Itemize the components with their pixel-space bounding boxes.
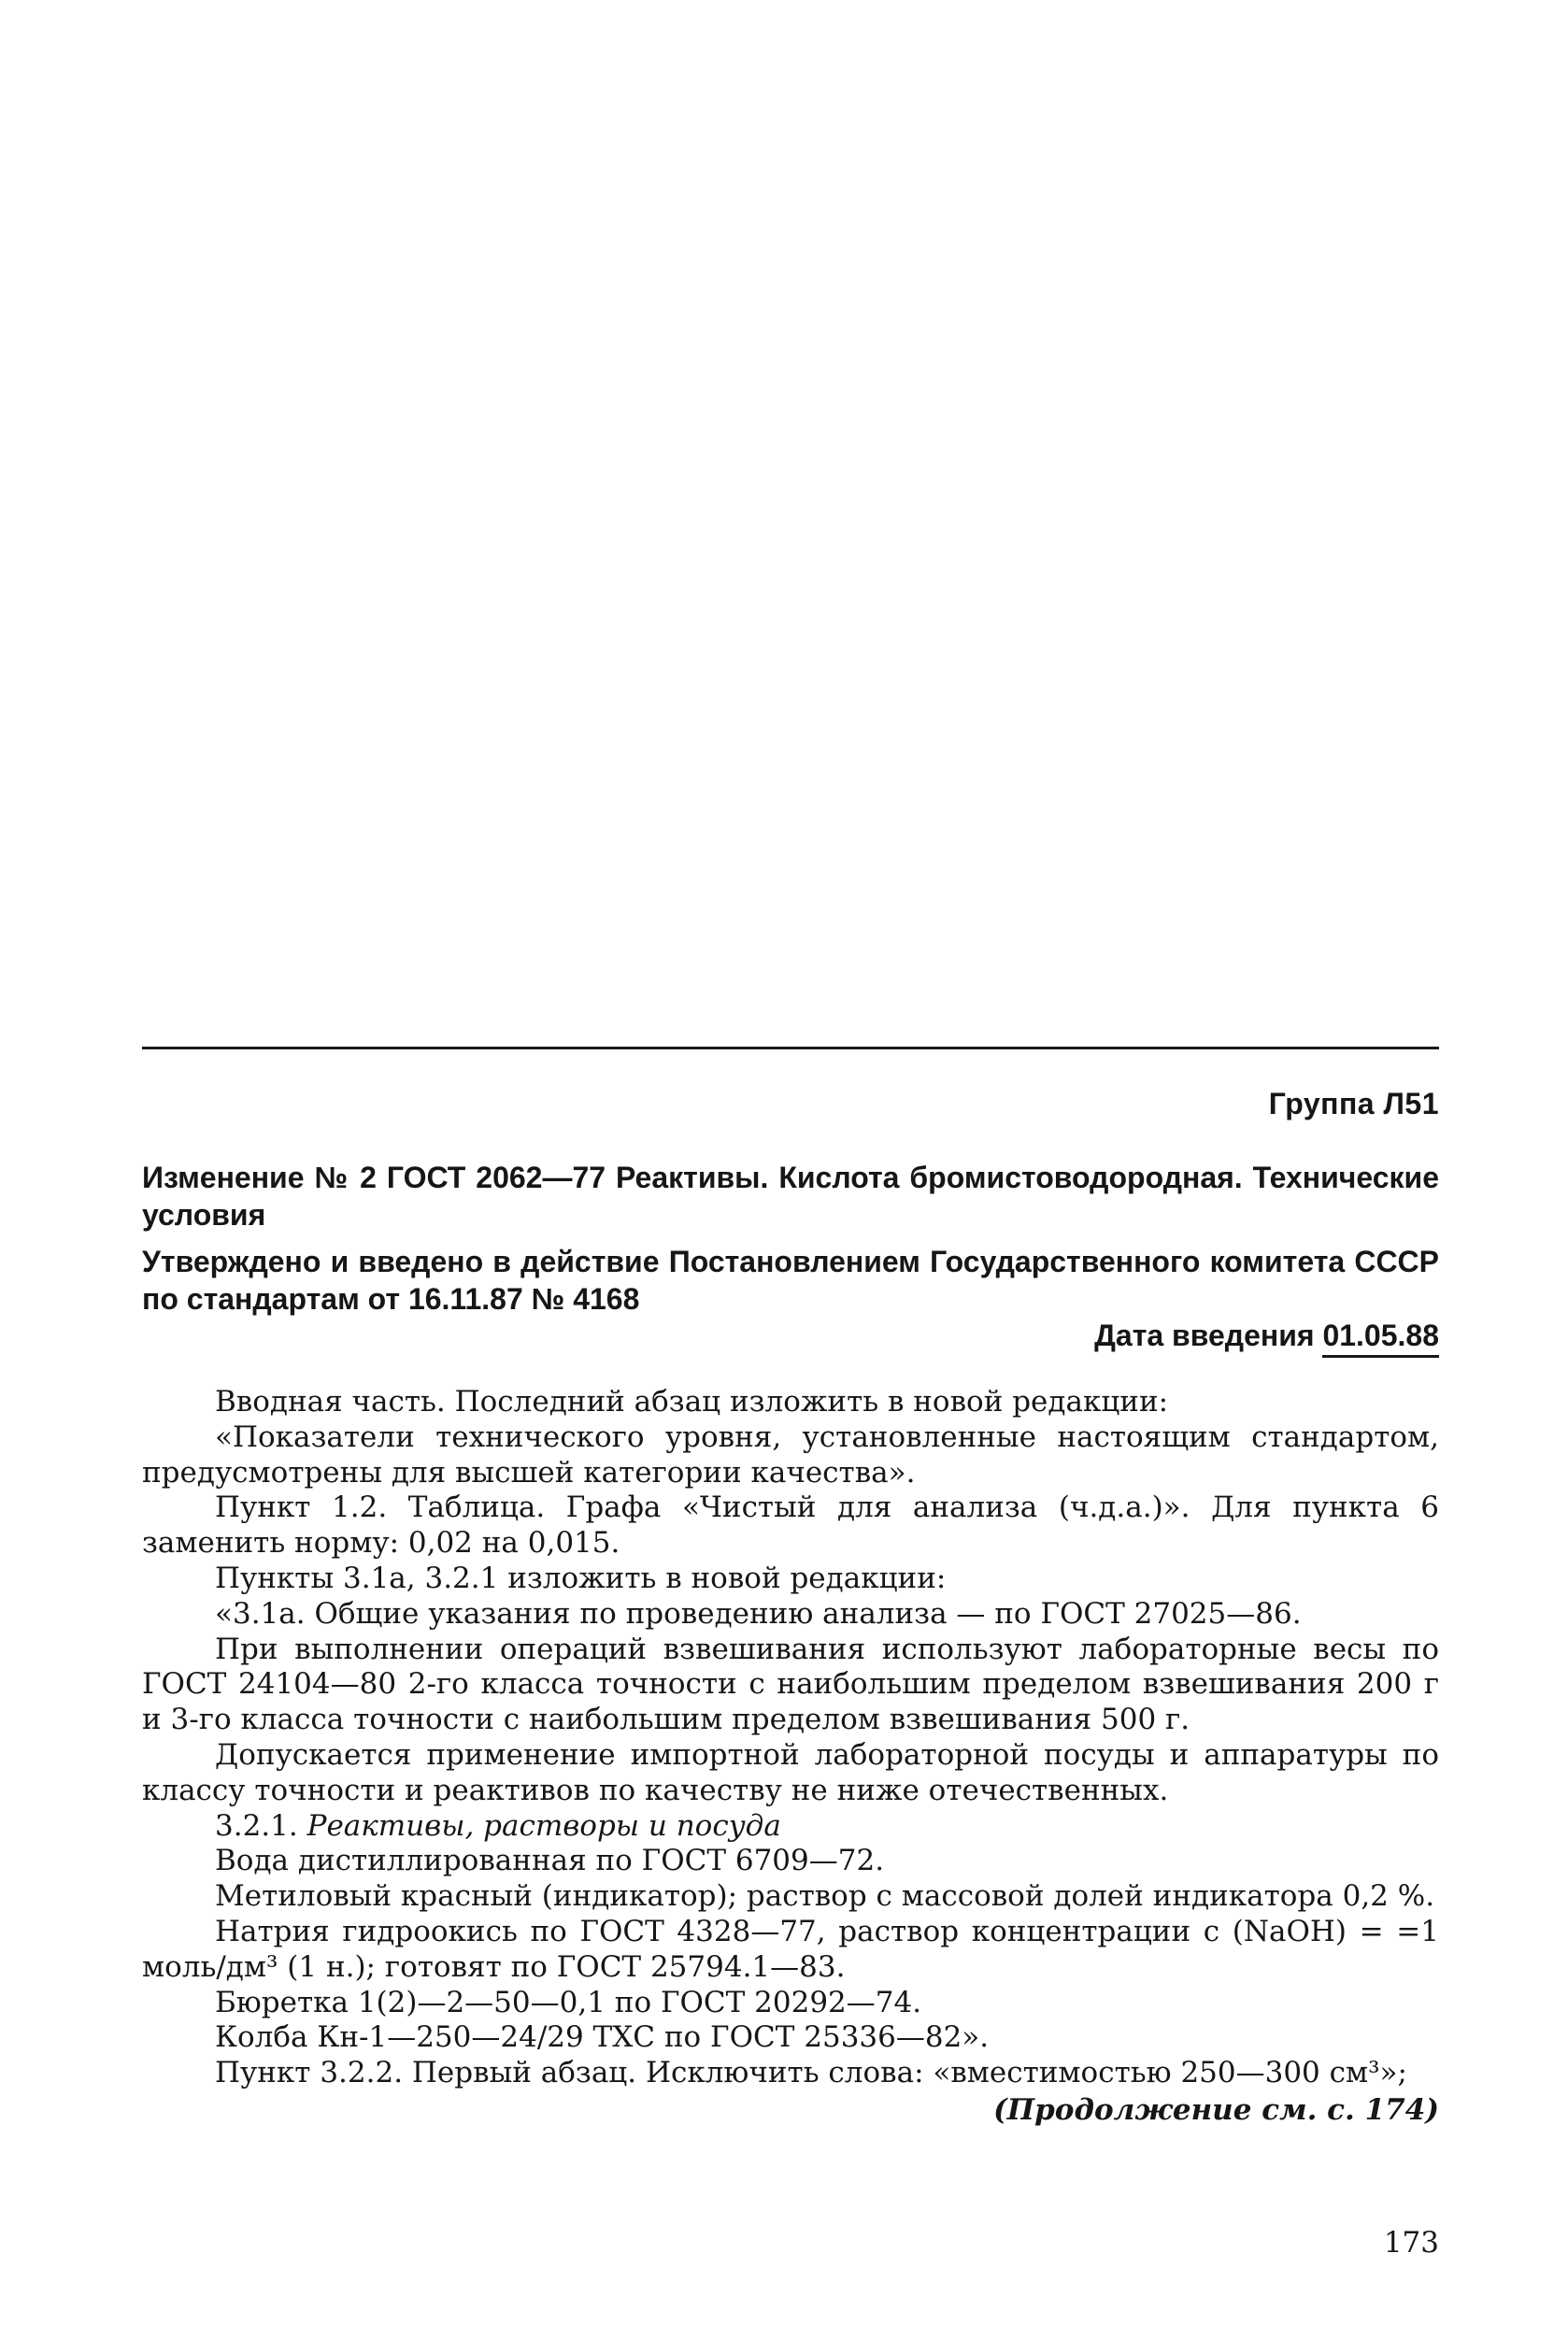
section-number: 3.2.1.	[215, 1808, 298, 1843]
reagent-line: Колба Кн-1—250—24/29 ТХС по ГОСТ 25336—82».	[215, 2020, 990, 2055]
paragraph: При выполнении операций взвешивания используют лабораторные весы по ГОСТ 24104—80 2-го класса точности с наибольшим пределом взвешивания 200 г и 3-го класса точности с наибольшим пределом взвешивания 500 г.	[142, 1632, 1439, 1737]
paragraph: Допускается применение импортной лабораторной посуды и аппаратуры по классу точности и реактивов по качеству не ниже отечественных.	[142, 1737, 1439, 1807]
reagent-line: Метиловый красный (индикатор); раствор с массовой долей индикатора 0,2 %.	[215, 1879, 1435, 1914]
section-title: Реактивы, растворы и посуда	[306, 1808, 781, 1843]
change-heading	[142, 1159, 1439, 1234]
approval-text: Утверждено и введено в действие Постановлением Государственного комитета СССР по стандартам от 16.11.87 № 4168	[142, 1245, 1439, 1316]
paragraph: «3.1а. Общие указания по проведению анализа — по ГОСТ 27025—86.	[215, 1596, 1302, 1631]
page-number: 173	[1383, 2226, 1439, 2260]
paragraph: Пункты 3.1а, 3.2.1 изложить в новой редакции:	[215, 1561, 947, 1595]
paragraph: Вводная часть. Последний абзац изложить в новой редакции:	[215, 1385, 1169, 1419]
date-value: 01.05.88	[1322, 1319, 1439, 1358]
date-label: Дата введения	[1094, 1319, 1315, 1352]
document-body	[142, 1385, 1439, 2091]
reagent-line: Бюретка 1(2)—2—50—0,1 по ГОСТ 20292—74.	[215, 1985, 922, 2019]
change-title: Изменение № 2 ГОСТ 2062—77 Реактивы. Кислота бромистоводородная. Технические условия	[142, 1161, 1439, 1232]
effective-date	[1094, 1317, 1439, 1354]
section-heading	[142, 1809, 1439, 1845]
continuation-note: (Продолжение см. с. 174)	[993, 2093, 1439, 2127]
reagent-line: Пункт 3.2.2. Первый абзац. Исключить слова: «вместимостью 250—300 см³»;	[215, 2056, 1407, 2090]
reagent-line: Вода дистиллированная по ГОСТ 6709—72.	[215, 1844, 885, 1878]
reagent-line: Натрия гидроокись по ГОСТ 4328—77, раствор концентрации c (NaOH) = =1 моль/дм³ (1 н.); готовят по ГОСТ 25794.1—83.	[142, 1914, 1439, 1984]
header-rule	[142, 1047, 1439, 1049]
group-label: Группа Л51	[1268, 1087, 1439, 1120]
paragraph: Пункт 1.2. Таблица. Графа «Чистый для анализа (ч.д.а.)». Для пункта 6 заменить норму: 0,02 на 0,015.	[142, 1490, 1439, 1561]
paragraph: «Показатели технического уровня, установленные настоящим стандартом, предусмотрены для высшей категории качества».	[142, 1419, 1439, 1490]
approval-heading	[142, 1243, 1439, 1318]
